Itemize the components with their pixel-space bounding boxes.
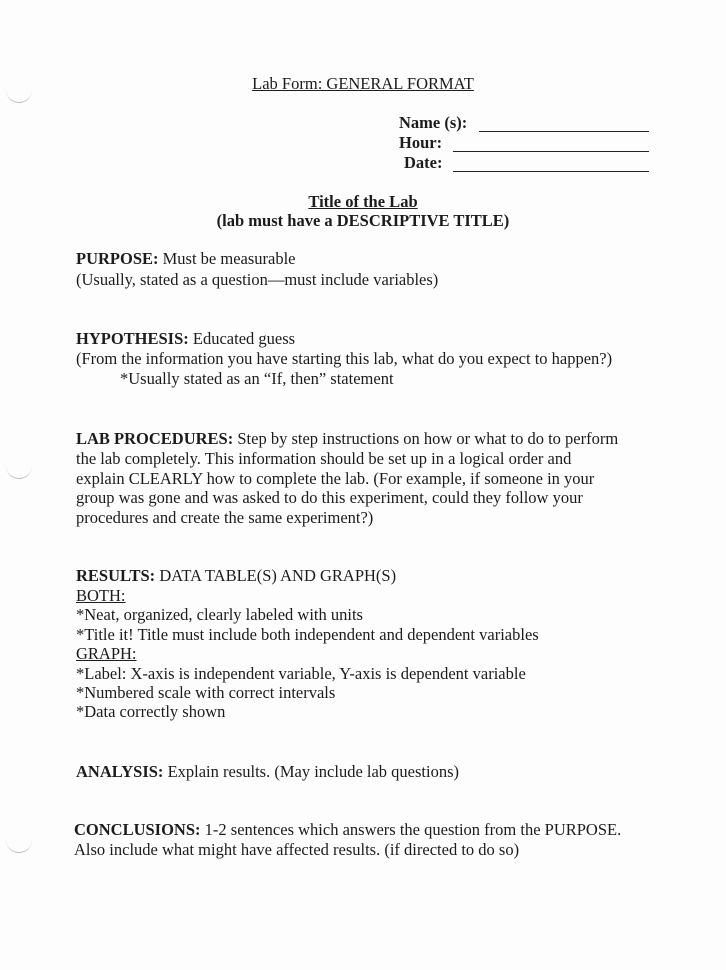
purpose-section xyxy=(76,249,296,269)
analysis-text: Explain results. (May include lab questions) xyxy=(163,762,460,781)
hour-field[interactable] xyxy=(453,151,649,152)
punch-hole-mark xyxy=(6,464,32,479)
analysis-section xyxy=(76,762,459,782)
conclusions-text: 1-2 sentences which answers the question from the PURPOSE. xyxy=(200,820,622,839)
results-graph-label: GRAPH: xyxy=(76,644,137,663)
hypothesis-line: *Usually stated as an “If, then” statement xyxy=(120,369,394,388)
hypothesis-text: Educated guess xyxy=(188,329,296,348)
results-item: *Title it! Title must include both independent and dependent variables xyxy=(76,625,539,644)
conclusions-section xyxy=(74,820,621,840)
conclusions-line: Also include what might have affected results. (if directed to do so) xyxy=(74,840,520,859)
results-item: *Label: X-axis is independent variable, Y-axis is dependent variable xyxy=(76,664,526,683)
procedures-text: Step by step instructions on how or what to do to perform xyxy=(233,429,619,448)
hour-label: Hour: xyxy=(399,133,443,152)
results-item: *Data correctly shown xyxy=(76,702,226,721)
procedures-line: explain CLEARLY how to complete the lab. (For example, if someone in your xyxy=(76,469,595,488)
date-field[interactable] xyxy=(453,171,649,172)
analysis-heading: ANALYSIS: xyxy=(76,762,164,781)
lab-title-heading: Title of the Lab xyxy=(308,192,418,211)
form-title: Lab Form: GENERAL FORMAT xyxy=(252,74,474,93)
procedures-heading: LAB PROCEDURES: xyxy=(76,429,234,448)
name-field[interactable] xyxy=(479,131,649,132)
procedures-section xyxy=(76,429,618,449)
name-label: Name (s): xyxy=(399,113,468,132)
results-heading: RESULTS: xyxy=(76,566,156,585)
lab-title-subtitle: (lab must have a DESCRIPTIVE TITLE) xyxy=(216,211,510,230)
hypothesis-line: (From the information you have starting this lab, what do you expect to happen?) xyxy=(76,349,613,368)
procedures-line: the lab completely. This information should be set up in a logical order and xyxy=(76,449,572,468)
date-label: Date: xyxy=(404,153,443,172)
results-item: *Numbered scale with correct intervals xyxy=(76,683,336,702)
results-both-label: BOTH: xyxy=(76,586,126,605)
procedures-line: group was gone and was asked to do this experiment, could they follow your xyxy=(76,488,583,507)
punch-hole-mark xyxy=(6,838,32,853)
results-text: DATA TABLE(S) AND GRAPH(S) xyxy=(155,566,397,585)
purpose-line: (Usually, stated as a question—must include variables) xyxy=(76,270,439,289)
hypothesis-heading: HYPOTHESIS: xyxy=(76,329,189,348)
purpose-heading: PURPOSE: xyxy=(76,249,159,268)
conclusions-heading: CONCLUSIONS: xyxy=(74,820,201,839)
purpose-text: Must be measurable xyxy=(158,249,296,268)
procedures-line: procedures and create the same experiment?) xyxy=(76,508,374,527)
results-section xyxy=(76,566,396,586)
results-item: *Neat, organized, clearly labeled with units xyxy=(76,605,363,624)
hypothesis-section xyxy=(76,329,295,349)
